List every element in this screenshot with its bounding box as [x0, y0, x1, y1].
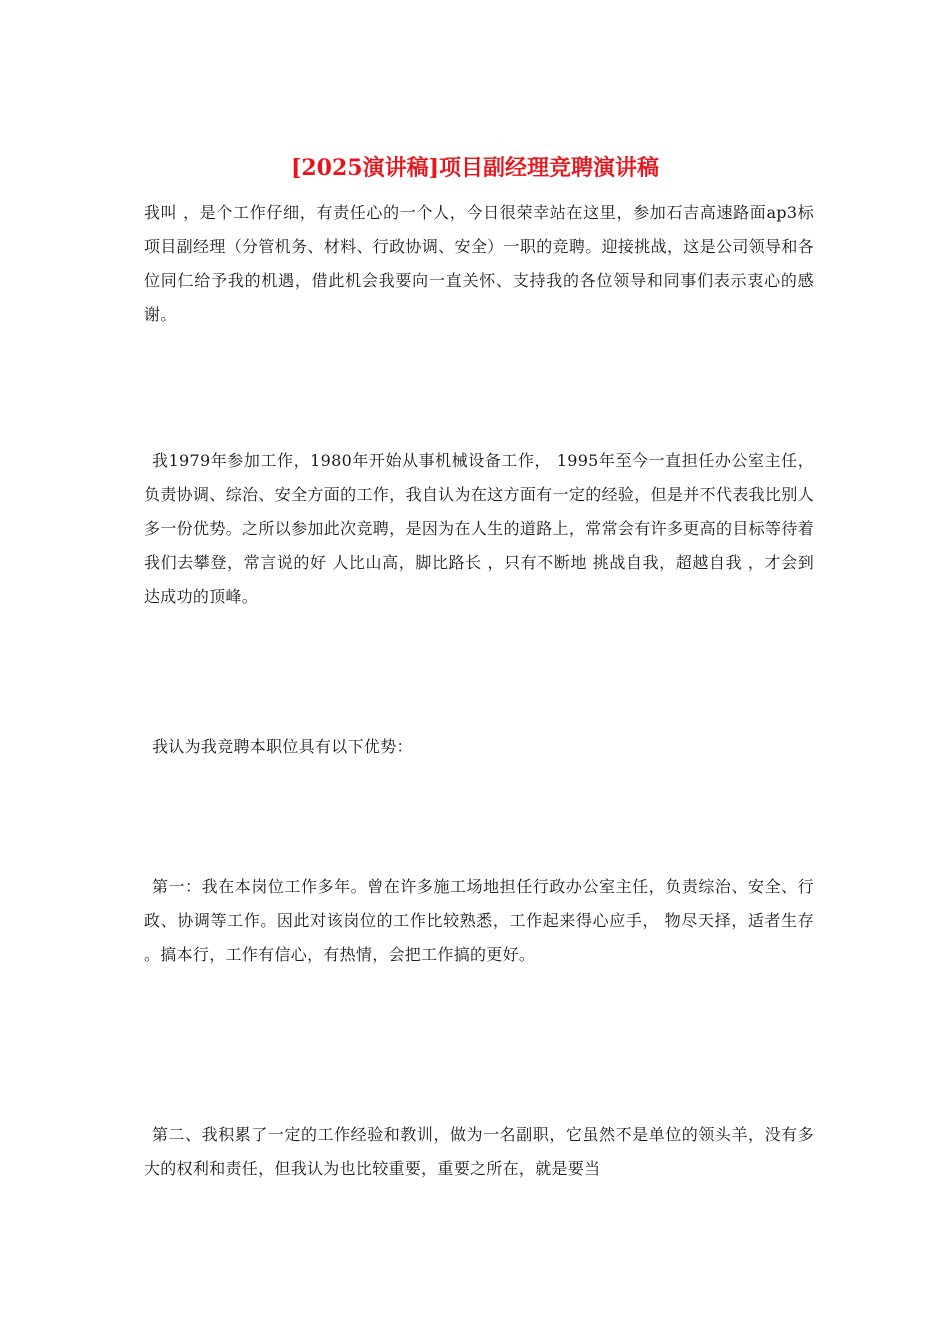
paragraph-advantage-second: 第二、我积累了一定的工作经验和教训，做为一名副职，它虽然不是单位的领头羊，没有多大的权利和责任，但我认为也比较重要，重要之所在，就是要当 [144, 1125, 814, 1178]
document-title: [2025演讲稿]项目副经理竞聘演讲稿 [290, 155, 660, 181]
paragraph-advantages-intro: 我认为我竞聘本职位具有以下优势： [152, 737, 413, 756]
paragraph-work-history: 我1979年参加工作，1980年开始从事机械设备工作， 1995年至今一直担任办公室主任，负责协调、综治、安全方面的工作，我自认为在这方面有一定的经验，但是并不代表我比别人多一份优势。之所以参加此次竞聘，是因为在人生的道路上，常常会有许多更高的目标等待着我们去攀登，常言说的好 人比山高，脚比路长 ，只有不断地 挑战自我，超越自我 ，才会到达成功的顶峰。 [144, 451, 814, 606]
paragraph-introduction: 我叫 ，是个工作仔细，有责任心的一个人，今日很荣幸站在这里，参加石吉高速路面ap3标项目副经理（分管机务、材料、行政协调、安全）一职的竞聘。迎接挑战，这是公司领导和各位同仁给予我的机遇，借此机会我要向一直关怀、支持我的各位领导和同事们表示衷心的感谢。 [144, 203, 814, 324]
paragraph-advantage-first: 第一：我在本岗位工作多年。曾在许多施工场地担任行政办公室主任，负责综治、安全、行政、协调等工作。因此对该岗位的工作比较熟悉，工作起来得心应手， 物尽天择，适者生存 。搞本行，工作有信心，有热情，会把工作搞的更好。 [144, 877, 814, 964]
